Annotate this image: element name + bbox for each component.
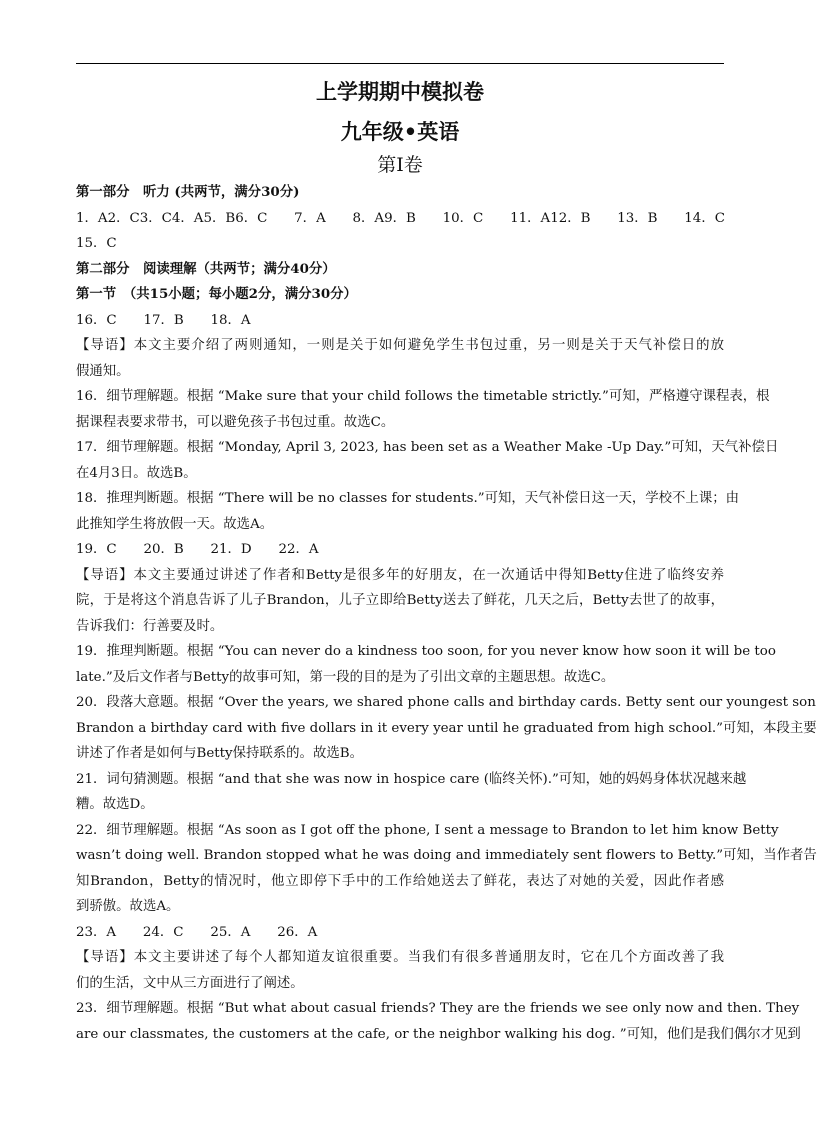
text-line: 告诉我们：行善要及时。 (76, 618, 224, 634)
text-line: 19．推理判断题。根据 “You can never do a kindness too soon, for you never know how soon it will be too (76, 644, 776, 659)
text-line: 此推知学生将放假一天。故选A。 (76, 516, 274, 532)
text-line: 17．细节理解题。根据 “Monday, April 3, 2023, has been set as a Weather Make -Up Day.”可知，天气补偿日 (76, 440, 779, 455)
text-line: 院，于是将这个消息告诉了儿子Brandon，儿子立即给Betty送去了鲜花，几天之后，Betty去世了的故事， (76, 593, 724, 608)
section-heading: 第一部分 听力 (共两节，满分30分) (76, 184, 300, 200)
text-line: 假通知。 (76, 363, 130, 379)
exam-title: 上学期期中模拟卷 (316, 79, 484, 104)
text-line: 们的生活，文中从三方面进行了阐述。 (76, 975, 304, 991)
volume-label: 第I卷 (377, 154, 423, 176)
answer-body (76, 180, 817, 1047)
text-line: 知Brandon，Betty的情况时，他立即停下手中的工作给她送去了鲜花，表达了对她的关爱，因此作者感 (76, 873, 724, 889)
text-line: 15．C (76, 236, 117, 251)
text-line: wasn’t doing well. Brandon stopped what he was doing and immediately sent flowers to Betty.”可知，当作者告 (76, 848, 817, 863)
header-rule (76, 63, 724, 64)
text-line: 讲述了作者是如何与Betty保持联系的。故选B。 (76, 746, 363, 761)
text-line: are our classmates, the customers at the cafe, or the neighbor walking his dog. ”可知，他们是我们偶尔才见到 (76, 1026, 801, 1042)
text-line: 【导语】本文主要介绍了两则通知，一则是关于如何避免学生书包过重，另一则是关于天气补偿日的放 (76, 338, 724, 353)
text-line: 18．推理判断题。根据 “There will be no classes for students.”可知，天气补偿日这一天，学校不上课；由 (76, 491, 739, 506)
text-line: 19．C 20．B 21．D 22．A (76, 542, 319, 557)
section-heading: 第一节 （共15小题；每小题2分，满分30分） (76, 286, 357, 302)
text-line: 21．词句猜测题。根据 “and that she was now in hospice care (临终关怀).”可知，她的妈妈身体状况越来越 (76, 771, 747, 787)
text-line: 到骄傲。故选A。 (76, 899, 180, 914)
text-line: 1．A2．C3．C4．A5．B6．C 7．A 8．A9．B 10．C 11．A12．B 13．B 14．C (76, 210, 725, 226)
text-line: 【导语】本文主要通过讲述了作者和Betty是很多年的好朋友，在一次通话中得知Betty住进了临终安养 (76, 567, 724, 583)
text-line: 据课程表要求带书，可以避免孩子书包过重。故选C。 (76, 414, 395, 430)
text-line: Brandon a birthday card with five dollars in it every year until he graduated from high school.”可知，本段主要 (76, 720, 817, 736)
exam-subtitle: 九年级•英语 (340, 119, 460, 144)
text-line: 16．C 17．B 18．A (76, 312, 251, 328)
text-line: 在4月3日。故选B。 (76, 465, 197, 481)
text-line: late.”及后文作者与Betty的故事可知，第一段的目的是为了引出文章的主题思想。故选C。 (76, 669, 615, 685)
section-heading: 第二部分 阅读理解（共两节；满分40分） (76, 260, 336, 277)
text-line: 22．细节理解题。根据 “As soon as I got off the phone, I sent a message to Brandon to let him know Betty (76, 822, 779, 838)
text-line: 16．细节理解题。根据 “Make sure that your child follows the timetable strictly.”可知，严格遵守课程表，根 (76, 389, 770, 404)
text-line: 23．细节理解题。根据 “But what about casual friends? They are the friends we see only now and then. They (76, 1001, 800, 1016)
text-line: 23．A 24．C 25．A 26．A (76, 924, 318, 940)
text-line: 糟。故选D。 (76, 797, 154, 812)
text-line: 【导语】本文主要讲述了每个人都知道友谊很重要。当我们有很多普通朋友时，它在几个方面改善了我 (76, 950, 724, 965)
text-line: 20．段落大意题。根据 “Over the years, we shared phone calls and birthday cards. Betty sent our youngest son (76, 695, 816, 710)
